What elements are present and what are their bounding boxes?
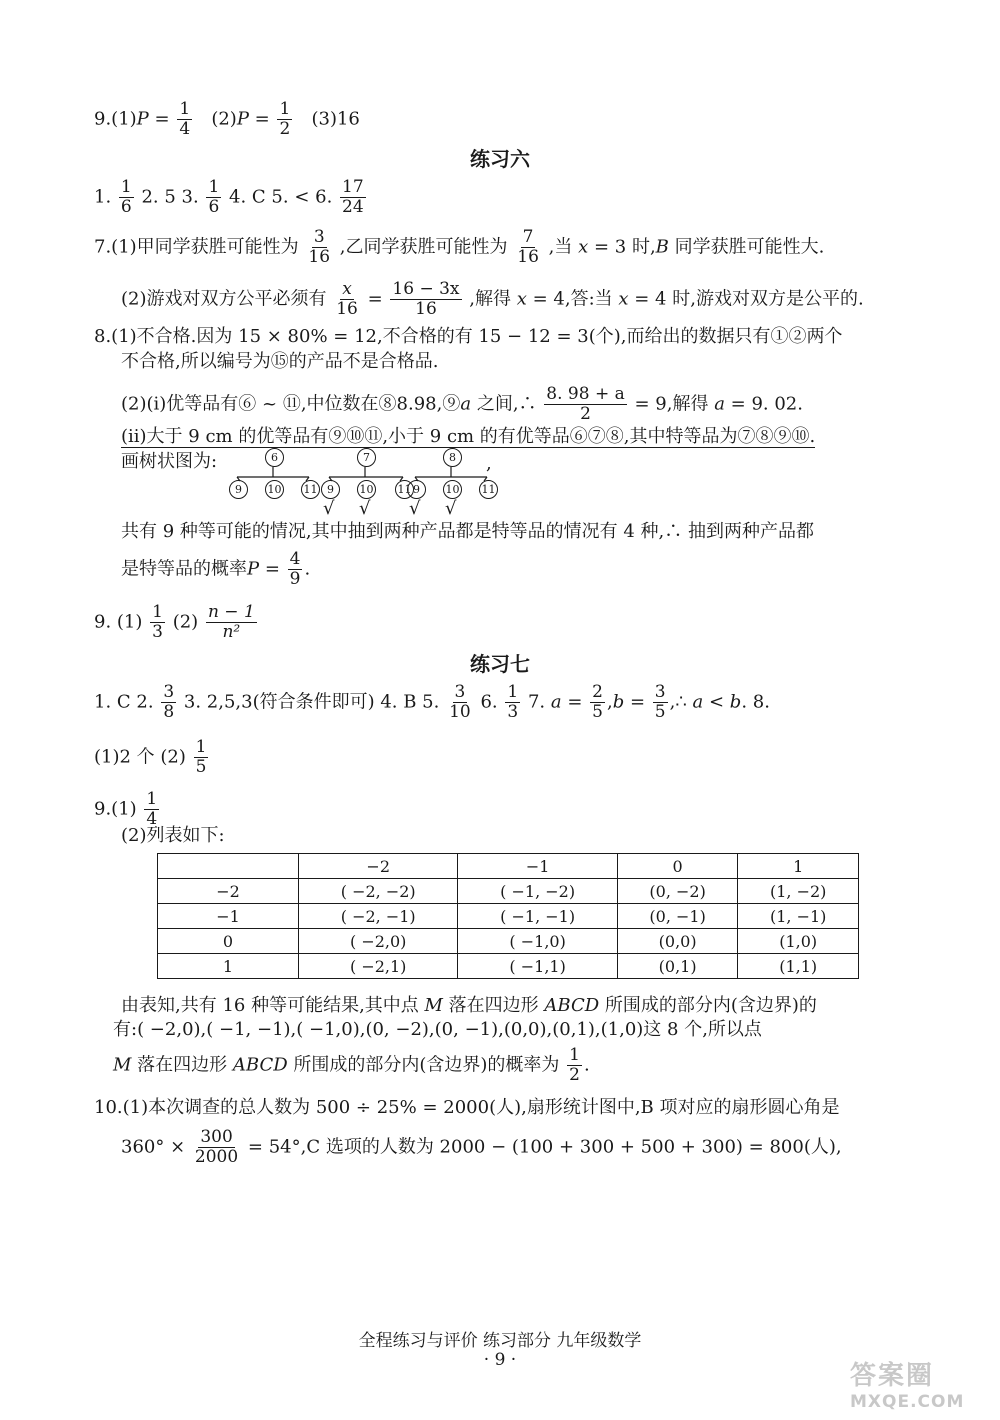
tree-leaf-node: 10 <box>443 480 462 499</box>
tree-comma: , <box>486 453 492 474</box>
fraction: $\frac{1}{5}$ <box>195 737 207 777</box>
table-cell: ( −2,1) <box>299 954 458 979</box>
tree-leaf-node: 9 <box>229 480 248 499</box>
fraction: $\frac{3}{8}$ <box>163 682 175 722</box>
table-cell: 0 <box>158 929 299 954</box>
page-number: · 9 · <box>483 1350 517 1370</box>
sec7-q10-line1: 10.(1)本次调查的总人数为 500 ÷ 25% = 2000(人),扇形统计图中,B 项对应的扇形圆心角是 <box>94 1097 840 1118</box>
tree-leaf-node: 9 <box>407 480 426 499</box>
sec7-q9-part1: 9.(1) $\frac{1}{4}$ <box>94 789 158 829</box>
sec6-q7-part2: (2)游戏对双方公平必须有 $\frac{x}{16}$ = $\frac{16 - 3x}{16}$ ,解得 x = 4,答:当 x = 4 时,游戏对双方是公平的. <box>121 279 864 319</box>
fraction: $\frac{1}{4}$ <box>179 99 191 139</box>
tree-lines <box>237 467 487 481</box>
fraction: $\frac{4}{9}$ <box>289 549 301 589</box>
sec6-q8-part-ii: (ⅱ)大于 9 cm 的优等品有⑨⑩⑪,小于 9 cm 的有优等品⑥⑦⑧,其中特等品为⑦⑧⑨⑩. <box>121 426 816 447</box>
fraction: $\frac{1}{6}$ <box>120 177 132 217</box>
table-cell: (1, −1) <box>738 904 859 929</box>
table-cell: ( −2,0) <box>299 929 458 954</box>
tree-leaf-node: 11 <box>301 480 320 499</box>
table-row <box>158 879 859 904</box>
fraction: $\frac{16 - 3x}{16}$ <box>392 279 460 319</box>
tree-leaf-node: 11 <box>479 480 498 499</box>
sec6-answers-1-6: 1. $\frac{1}{6}$ 2. 5 3. $\frac{1}{6}$ 4. C 5. < 6. $\frac{17}{24}$ <box>94 177 364 217</box>
table-cell: (0, −2) <box>617 879 738 904</box>
fraction: $\frac{1}{3}$ <box>507 682 519 722</box>
check-mark: √ <box>323 498 335 519</box>
check-mark: √ <box>445 498 457 519</box>
fraction: $\frac{300}{2000}$ <box>194 1127 239 1167</box>
watermark-logo: 答案圈 MXQE.COM <box>850 1361 965 1412</box>
footer-title: 全程练习与评价 练习部分 九年级数学 <box>358 1331 642 1351</box>
fraction: $\frac{n - 1}{\text{n²}}$ <box>207 602 255 642</box>
fraction: $\frac{1}{2}$ <box>569 1045 580 1085</box>
tree-label: 画树状图为: <box>121 451 218 472</box>
table-cell: ( −1,0) <box>458 929 617 954</box>
tree-leaf-node: 11 <box>395 480 414 499</box>
fraction: $\frac{1}{6}$ <box>208 177 220 217</box>
table-cell: (0,1) <box>617 954 738 979</box>
table-cell: −1 <box>458 854 617 879</box>
fraction: $\frac{2}{5}$ <box>592 682 603 722</box>
sec7-q8: (1)2 个 (2) $\frac{1}{5}$ <box>94 737 207 777</box>
section-title-7: 练习七 <box>470 652 530 676</box>
sec6-q8-conclusion-2: 是特等品的概率P = $\frac{4}{9}$ . <box>121 549 311 589</box>
sec7-q9-part2: (2)列表如下: <box>121 825 225 846</box>
fraction: $\frac{1}{3}$ <box>152 602 163 642</box>
fraction: $\frac{7}{16}$ <box>517 227 539 267</box>
fraction: $\frac{1}{4}$ <box>146 789 158 829</box>
table-cell: (1, −2) <box>738 879 859 904</box>
fraction: $\frac{1}{2}$ <box>279 99 291 139</box>
tree-root-node: 8 <box>443 448 462 467</box>
sec6-q8-line2: 不合格,所以编号为⑮的产品不是合格品. <box>121 351 439 372</box>
sec7-q10-line2: 360° × $\frac{300}{2000}$ = 54°,C 选项的人数为 2000 − (100 + 300 + 500 + 300) = 800(人), <box>121 1127 842 1167</box>
table-header-row <box>158 854 859 879</box>
q9-top-line: 9.(1)P = $\frac{1}{4}$ (2)P = $\frac{1}{2}$ (3)16 <box>94 99 360 139</box>
table-cell: ( −1, −2) <box>458 879 617 904</box>
outcome-table <box>157 853 859 979</box>
table-cell: (1,1) <box>738 954 859 979</box>
fraction: $\frac{17}{24}$ <box>342 177 364 217</box>
table-cell: 1 <box>158 954 299 979</box>
table-cell: −2 <box>299 854 458 879</box>
table-cell: ( −2, −1) <box>299 904 458 929</box>
tree-leaf-node: 10 <box>265 480 284 499</box>
sec6-q8-conclusion-1: 共有 9 种等可能的情况,其中抽到两种产品都是特等品的情况有 4 种,∴ 抽到两种产品都 <box>121 521 814 542</box>
fraction: $\frac{3}{16}$ <box>308 227 331 267</box>
table-cell: −1 <box>158 904 299 929</box>
table-cell: −2 <box>158 879 299 904</box>
sec7-conclusion-1: 由表知,共有 16 种等可能结果,其中点 M 落在四边形 ABCD 所围成的部分内(含边界)的 <box>121 995 817 1016</box>
section-title-6: 练习六 <box>470 147 530 171</box>
tree-leaf-node: 9 <box>321 480 340 499</box>
sec7-answers-1-8: 1. C 2. $\frac{3}{8}$ 3. 2,5,3(符合条件即可) 4. B 5. $\frac{3}{10}$ 6. $\frac{1}{3}$ 7. a = $\frac{2}{5}$ ,b = $\frac{3}{5}$ ,∴ a < b. 8. <box>94 682 770 722</box>
tree-root-node: 6 <box>265 448 284 467</box>
fraction: $\frac{3}{5}$ <box>654 682 666 722</box>
fraction: $\frac{x}{16}$ <box>336 279 358 319</box>
table-cell <box>158 854 299 879</box>
table-cell: 1 <box>738 854 859 879</box>
fraction: $\frac{3}{10}$ <box>449 682 471 722</box>
sec6-q8-part-i: (2)(ⅰ)优等品有⑥ ~ ⑪,中位数在⑧8.98,⑨a 之间,∴ $\frac{8. 98 + a}{2}$ = 9,解得 a = 9. 02. <box>121 384 803 424</box>
table-cell: (1,0) <box>738 929 859 954</box>
check-mark: √ <box>409 498 421 519</box>
sec6-q7-part1: 7.(1)甲同学获胜可能性为 $\frac{3}{16}$ ,乙同学获胜可能性为 $\frac{7}{16}$ ,当 x = 3 时,B 同学获胜可能性大. <box>94 227 825 267</box>
table-row <box>158 954 859 979</box>
table-row <box>158 904 859 929</box>
table-cell: ( −2, −2) <box>299 879 458 904</box>
tree-leaf-node: 10 <box>357 480 376 499</box>
table-row <box>158 929 859 954</box>
check-mark: √ <box>359 498 371 519</box>
sec7-conclusion-3: M 落在四边形 ABCD 所围成的部分内(含边界)的概率为 $\frac{1}{2}$ . <box>113 1045 590 1085</box>
sec7-conclusion-2: 有:( −2,0),( −1, −1),( −1,0),(0, −2),(0, −1),(0,0),(0,1),(1,0)这 8 个,所以点 <box>113 1019 762 1040</box>
fraction: $\frac{8. 98 + a}{2}$ <box>546 384 625 424</box>
table-cell: ( −1,1) <box>458 954 617 979</box>
table-cell: (0, −1) <box>617 904 738 929</box>
tree-root-node: 7 <box>357 448 376 467</box>
table-cell: (0,0) <box>617 929 738 954</box>
table-cell: ( −1, −1) <box>458 904 617 929</box>
table-cell: 0 <box>617 854 738 879</box>
sec6-q9: 9. (1) $\frac{1}{3}$ (2) $\frac{n - 1}{\text{n²}}$ <box>94 602 255 642</box>
sec6-q8-line1: 8.(1)不合格.因为 15 × 80% = 12,不合格的有 15 − 12 = 3(个),而给出的数据只有①②两个 <box>94 326 843 347</box>
